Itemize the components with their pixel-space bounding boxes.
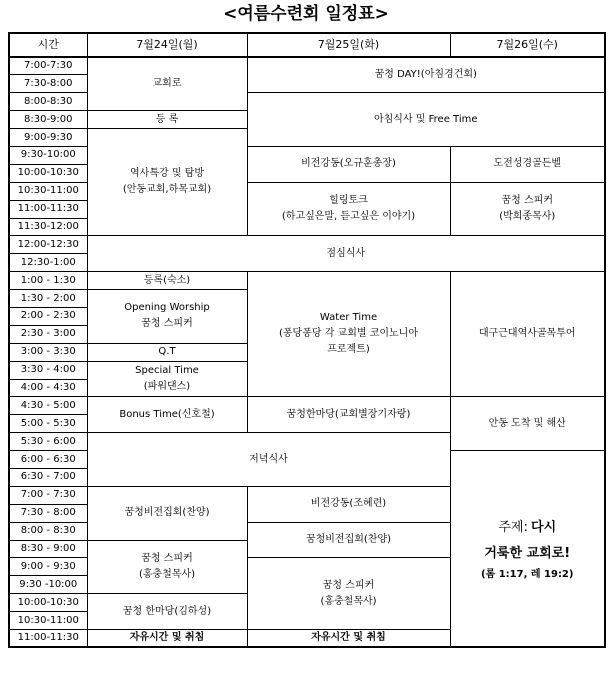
- speaker-hong-1-line2: (홍충철목사): [138, 568, 196, 580]
- page-title: <여름수련회 일정표>: [223, 4, 389, 24]
- time-slot: 9:00 - 9:30: [9, 558, 87, 576]
- time-slot: 5:30 - 6:00: [9, 433, 87, 451]
- time-slot: 10:00-10:30: [9, 164, 87, 182]
- theme-line1b: 다시: [531, 519, 557, 535]
- event-opening-worship: [87, 290, 247, 344]
- time-slot: 8:30 - 9:00: [9, 540, 87, 558]
- event-dream-vision-praise-1: 꿈청비전집회(찬양): [87, 486, 247, 540]
- time-slot: 10:30-11:00: [9, 182, 87, 200]
- event-dreaming-day: 꿈청 DAY!(아침경건회): [247, 57, 605, 93]
- time-slot: 6:00 - 6:30: [9, 451, 87, 469]
- event-special-time: [87, 361, 247, 397]
- speaker-park-line1: 꿈청 스피커: [501, 195, 553, 207]
- event-vision-cho: 비전강동(조혜련): [247, 486, 450, 522]
- header-day1: 7월24일(월): [87, 33, 247, 57]
- time-slot: 2:00 - 2:30: [9, 307, 87, 325]
- event-arrival: 안동 도착 및 해산: [450, 397, 605, 451]
- time-slot: 8:30-9:00: [9, 111, 87, 129]
- event-breakfast: 아침식사 및 Free Time: [247, 93, 605, 147]
- history-line2: (안동교회,하목교회): [122, 184, 212, 196]
- time-slot: 1:30 - 2:00: [9, 290, 87, 308]
- water-line2: (퐁당퐁당 각 교회별 코이노니아: [278, 328, 419, 340]
- event-dream-madang-kim: 꿈청 한마당(김하성): [87, 594, 247, 630]
- theme-line3: (롬 1:17, 레 19:2): [481, 568, 574, 580]
- time-slot: 4:30 - 5:00: [9, 397, 87, 415]
- special-line2: (파워댄스): [143, 381, 191, 393]
- event-dinner: 저녁식사: [87, 433, 450, 487]
- opening-line2: 꿈청 스피커: [141, 318, 193, 330]
- time-slot: 5:00 - 5:30: [9, 415, 87, 433]
- history-line1: 역사특강 및 탐방: [130, 168, 204, 180]
- event-vision-oh: 비전강동(오규훈총장): [247, 146, 450, 182]
- time-slot: 6:30 - 7:00: [9, 468, 87, 486]
- event-bonus-time: Bonus Time(신호철): [87, 397, 247, 433]
- time-slot: 11:30-12:00: [9, 218, 87, 236]
- time-slot: 9:00-9:30: [9, 129, 87, 147]
- event-bible-goldenbell: 도전성경골든벨: [450, 146, 605, 182]
- time-slot: 3:00 - 3:30: [9, 343, 87, 361]
- event-theme: [450, 451, 605, 648]
- event-dream-vision-praise-2: 꿈청비전집회(찬양): [247, 522, 450, 558]
- header-row: [9, 33, 605, 57]
- speaker-hong-2-line2: (홍충철목사): [320, 595, 377, 607]
- healing-line1: 힐링토크: [329, 195, 368, 207]
- event-speaker-park: [450, 182, 605, 236]
- time-slot: 8:00 - 8:30: [9, 522, 87, 540]
- time-slot: 7:30 - 8:00: [9, 504, 87, 522]
- time-slot: 3:30 - 4:00: [9, 361, 87, 379]
- event-dream-madang-church: 꿈청한마당(교회별장기자랑): [247, 397, 450, 433]
- event-registration: 등 록: [87, 111, 247, 129]
- special-line1: Special Time: [135, 365, 199, 377]
- time-slot: 8:00-8:30: [9, 93, 87, 111]
- time-slot: 7:30-8:00: [9, 75, 87, 93]
- opening-line1: Opening Worship: [124, 302, 210, 314]
- time-slot: 10:00-10:30: [9, 594, 87, 612]
- time-slot: 9:30 -10:00: [9, 576, 87, 594]
- header-day2: 7월25일(화): [247, 33, 450, 57]
- theme-line1: 주제:: [498, 519, 528, 535]
- header-time: 시간: [9, 33, 87, 57]
- speaker-park-line2: (박희종목사): [499, 211, 556, 223]
- time-slot: 2:30 - 3:00: [9, 325, 87, 343]
- event-free-sleep-2: 자유시간 및 취침: [247, 630, 450, 648]
- event-history-tour: [87, 129, 247, 236]
- time-slot: 11:00-11:30: [9, 630, 87, 648]
- event-daegu-tour: 대구근대역사골목투어: [450, 272, 605, 397]
- theme-line2: 거룩한 교회로!: [484, 545, 571, 561]
- event-free-sleep-1: 자유시간 및 취침: [87, 630, 247, 648]
- event-reg-lodging: 등록(숙소): [87, 272, 247, 290]
- event-qt: Q.T: [87, 343, 247, 361]
- time-slot: 12:00-12:30: [9, 236, 87, 254]
- schedule-table: [8, 32, 606, 648]
- time-slot: 9:30-10:00: [9, 146, 87, 164]
- time-slot: 12:30-1:00: [9, 254, 87, 272]
- time-slot: 11:00-11:30: [9, 200, 87, 218]
- healing-line2: (하고싶은말, 듣고싶은 이야기): [281, 211, 416, 223]
- header-day3: 7월26일(수): [450, 33, 605, 57]
- time-slot: 7:00 - 7:30: [9, 486, 87, 504]
- event-healing-talk: [247, 182, 450, 236]
- water-line1: Water Time: [319, 312, 378, 324]
- water-line3: 프로젝트): [327, 344, 370, 356]
- event-speaker-hong-2: [247, 558, 450, 630]
- time-slot: 10:30-11:00: [9, 612, 87, 630]
- event-water-time: [247, 272, 450, 397]
- time-slot: 1:00 - 1:30: [9, 272, 87, 290]
- speaker-hong-1-line1: 꿈청 스피커: [141, 552, 193, 564]
- time-slot: 4:00 - 4:30: [9, 379, 87, 397]
- speaker-hong-2-line1: 꿈청 스피커: [322, 579, 375, 591]
- time-slot: 7:00-7:30: [9, 57, 87, 75]
- event-lunch: 점심식사: [87, 236, 605, 272]
- event-gyohoero: 교회로: [87, 57, 247, 111]
- event-speaker-hong-1: [87, 540, 247, 594]
